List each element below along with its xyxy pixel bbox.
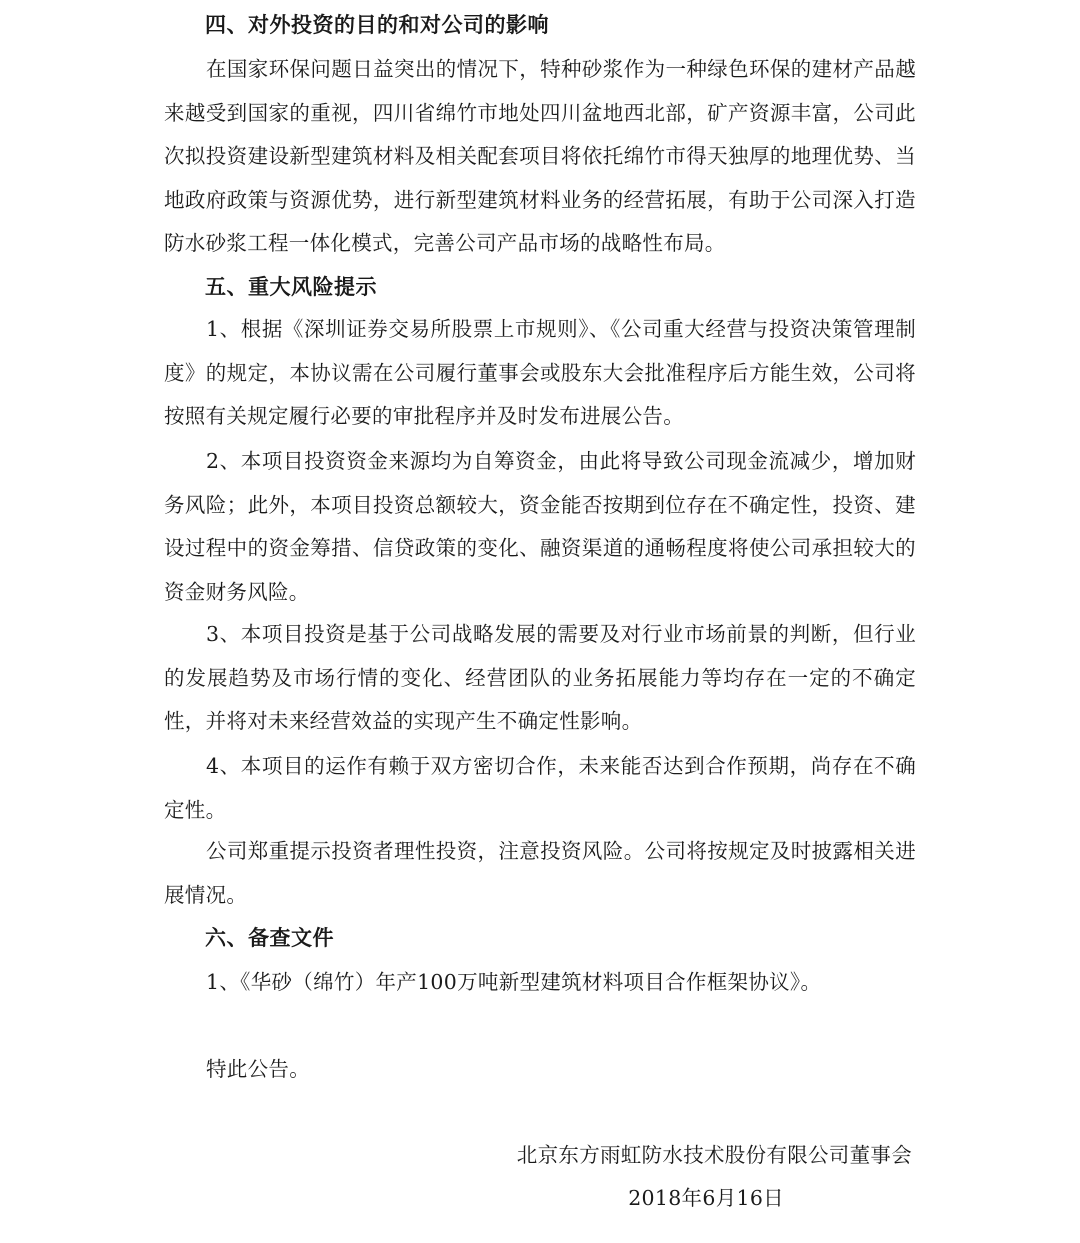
section-four-title: 四、对外投资的目的和对公司的影响 <box>205 12 549 37</box>
section-five-paragraph-5: 公司郑重提示投资者理性投资，注意投资风险。公司将按规定及时披露相关进展情况。 <box>164 839 916 907</box>
section-six-item-1: 1、《华砂（绵竹）年产100万吨新型建筑材料项目合作框架协议》。 <box>206 970 822 994</box>
signature-company: 北京东方雨虹防水技术股份有限公司董事会 <box>516 1143 912 1167</box>
section-five-paragraph-2: 2、本项目投资资金来源均为自筹资金，由此将导致公司现金流减少，增加财务风险；此外，本项目投资总额较大，资金能否按期到位存在不确定性，投资、建设过程中的资金筹措、信贷政策的变化、融资渠道的通畅程度将使公司承担较大的资金财务风险。 <box>164 449 916 604</box>
section-four-paragraph-1: 在国家环保问题日益突出的情况下，特种砂浆作为一种绿色环保的建材产品越来越受到国家的重视，四川省绵竹市地处四川盆地西北部，矿产资源丰富，公司此次拟投资建设新型建筑材料及相关配套项目将依托绵竹市得天独厚的地理优势、当地政府政策与资源优势，进行新型建筑材料业务的经营拓展，有助于公司深入打造防水砂浆工程一体化模式，完善公司产品市场的战略性布局。 <box>164 57 916 255</box>
section-five-paragraph-3: 3、本项目投资是基于公司战略发展的需要及对行业市场前景的判断，但行业的发展趋势及市场行情的变化、经营团队的业务拓展能力等均存在一定的不确定性，并将对未来经营效益的实现产生不确定性影响。 <box>164 622 916 733</box>
closing-text: 特此公告。 <box>206 1057 310 1081</box>
section-five-title: 五、重大风险提示 <box>205 274 377 299</box>
signature-date: 2018年6月16日 <box>628 1186 784 1210</box>
section-five-paragraph-4: 4、本项目的运作有赖于双方密切合作，未来能否达到合作预期，尚存在不确定性。 <box>164 754 916 822</box>
section-five-paragraph-1: 1、根据《深圳证券交易所股票上市规则》、《公司重大经营与投资决策管理制度》的规定，本协议需在公司履行董事会或股东大会批准程序后方能生效，公司将按照有关规定履行必要的审批程序并及时发布进展公告。 <box>164 317 916 428</box>
section-six-title: 六、备查文件 <box>205 925 334 950</box>
